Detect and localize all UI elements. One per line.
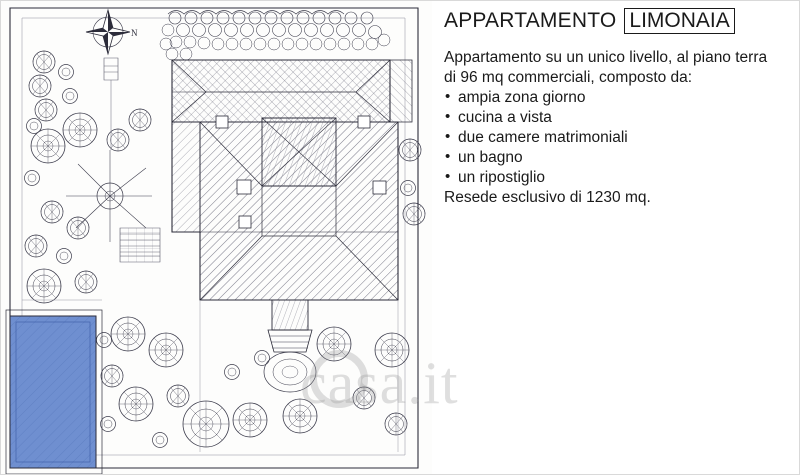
main-building-roof — [172, 60, 412, 300]
title-main-text: APPARTAMENTO — [444, 9, 617, 33]
list-item: • due camere matrimoniali — [444, 128, 790, 148]
intro-line-2: di 96 mq commerciali, composto da: — [444, 69, 693, 87]
list-item: • un bagno — [444, 148, 790, 168]
watermark-text: casa.it — [300, 350, 459, 416]
list-item: • ampia zona giorno — [444, 88, 790, 108]
list-item: • un ripostiglio — [444, 168, 790, 188]
intro-line-1: Appartamento su un unico livello, al piano terra — [444, 49, 768, 67]
description-panel — [432, 0, 800, 475]
svg-text:N: N — [131, 28, 138, 38]
property-title — [444, 8, 790, 34]
closing-line: Resede esclusivo di 1230 mq. — [444, 189, 651, 207]
feature-list — [444, 88, 790, 188]
title-boxed-name: LIMONAIA — [624, 8, 734, 34]
list-item: • cucina a vista — [444, 108, 790, 128]
swimming-pool — [6, 310, 102, 474]
